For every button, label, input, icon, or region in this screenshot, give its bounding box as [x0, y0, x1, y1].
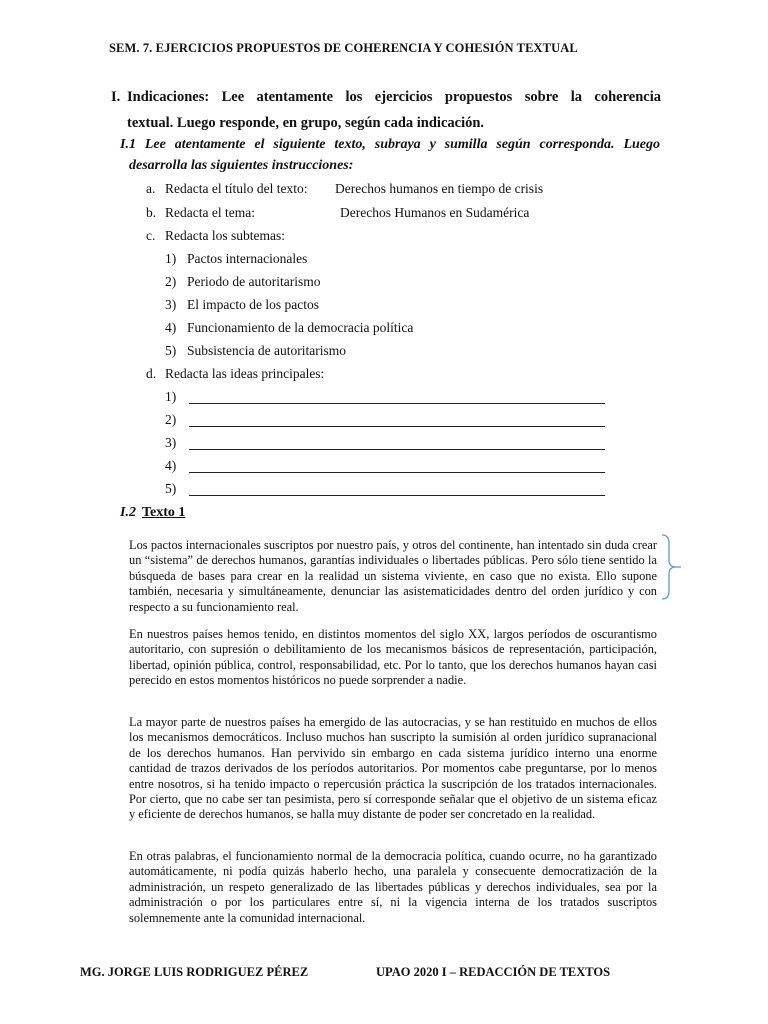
idea-marker: 2): [165, 412, 177, 427]
subtema-item: [165, 274, 320, 290]
subtema-text: Subsistencia de autoritarismo: [187, 343, 346, 358]
theme-answer: Derechos Humanos en Sudamérica: [340, 205, 530, 220]
answer-blank-line[interactable]: [189, 449, 605, 450]
instruction-d: [146, 366, 324, 382]
footer-author: MG. JORGE LUIS RODRIGUEZ PÉREZ: [80, 965, 309, 979]
footer-course: UPAO 2020 I – REDACCIÓN DE TEXTOS: [376, 965, 611, 979]
title-answer: Derechos humanos en tiempo de crisis: [335, 181, 544, 196]
answer-blank-line[interactable]: [189, 403, 605, 404]
subsection-heading: [120, 134, 660, 176]
subtema-text: Pactos internacionales: [187, 251, 308, 266]
idea-marker: 4): [165, 458, 177, 473]
instruction-label: Redacta las ideas principales:: [165, 366, 325, 381]
instruction-marker: d.: [146, 366, 157, 381]
instruction-marker: b.: [146, 205, 157, 220]
instruction-b: [146, 205, 255, 221]
subtema-text: Funcionamiento de la democracia política: [187, 320, 414, 335]
subtema-item: [165, 297, 319, 313]
instruction-label: Redacta los subtemas:: [165, 228, 285, 243]
idea-marker: 1): [165, 389, 177, 404]
subsection-heading-line2: desarrolla las siguientes instrucciones:: [129, 158, 354, 173]
instruction-label: Redacta el título del texto:: [165, 181, 308, 196]
idea-marker: 3): [165, 435, 177, 450]
section-number: I.: [111, 89, 121, 105]
text-paragraph: Los pactos internacionales suscriptos por nuestro país, y otros del continente, han intentado sin duda crear un “sistema” de derechos humanos, garantías individuales o libertades públicas. Pero sólo tiene sentido la búsqueda de bases para crear en la realidad un sistema viviente, en caso que no exista. Ello supone también, necesaria y simultáneamente, denunciar las asistematicidades dentro del orden jurídico y con respecto a su funcionamiento real.: [129, 538, 657, 614]
list-marker: 5): [165, 343, 177, 358]
texto-title: Texto 1: [141, 505, 186, 520]
list-marker: 4): [165, 320, 177, 335]
answer-blank-line[interactable]: [189, 426, 605, 427]
answer-blank-line[interactable]: [189, 495, 605, 496]
instruction-c: [146, 228, 285, 244]
text-paragraph: La mayor parte de nuestros países ha emergido de las autocracias, y se han restituido en muchos de ellos los mecanismos democráticos. Incluso muchos han suscripto la sumisión al orden jurídico supranacional de los derechos humanos. Han pervivido sin embargo en cada sistema jurídico interno una enorme cantidad de trazos derivados de los períodos autoritarios. Por momentos cabe preguntarse, por lo menos entre nosotros, si ha tenido impacto o repercusión práctica la suscripción de los tratados internacionales. Por cierto, que no cabe ser tan pesimista, pero sí corresponde señalar que el objetivo de un sistema eficaz y eficiente de derechos humanos, se halla muy distante de poder ser concretado en la realidad.: [129, 715, 657, 822]
instruction-label: Redacta el tema:: [165, 205, 255, 220]
list-marker: 2): [165, 274, 177, 289]
texto-heading: [120, 505, 185, 521]
section-heading-line2: textual. Luego responde, en grupo, según cada indicación.: [127, 115, 485, 131]
list-marker: 3): [165, 297, 177, 312]
text-paragraph: En otras palabras, el funcionamiento normal de la democracia política, cuando ocurre, no ha garantizado automáticamente, ni podía quizás haberlo hecho, una paralela y consecuente democratización de la administración, un respeto generalizado de las libertades públicas y derechos individuales, sea por la administración o por los particulares entre sí, ni la vigencia interna de los tratados suscriptos solemnemente ante la comunidad internacional.: [129, 849, 657, 925]
section-heading-line1: [111, 84, 661, 110]
texto-label: I.2: [120, 505, 136, 520]
answer-blank-line[interactable]: [189, 472, 605, 473]
curly-brace-icon: [660, 533, 682, 601]
section-heading: [111, 84, 661, 136]
instruction-a: [146, 181, 307, 197]
subtema-item: [165, 320, 413, 336]
idea-marker: 5): [165, 481, 177, 496]
subtema-item: [165, 343, 346, 359]
subsection-heading-line1: I.1 Lee atentamente el siguiente texto, subraya y sumilla según corresponda. Luego: [120, 137, 660, 152]
subtema-text: El impacto de los pactos: [187, 297, 319, 312]
instruction-marker: a.: [146, 181, 156, 196]
subtema-item: [165, 251, 307, 267]
list-marker: 1): [165, 251, 177, 266]
subtema-text: Periodo de autoritarismo: [187, 274, 321, 289]
section-heading-text: Indicaciones: Lee atentamente los ejercicios propuestos sobre la coherencia: [127, 89, 661, 105]
document-header: SEM. 7. EJERCICIOS PROPUESTOS DE COHERENCIA Y COHESIÓN TEXTUAL: [109, 41, 578, 55]
text-paragraph: En nuestros países hemos tenido, en distintos momentos del siglo XX, largos períodos de oscurantismo autoritario, con supresión o debilitamiento de los mecanismos básicos de representación, participación, libertad, opinión pública, control, responsabilidad, etc. Por lo tanto, que los derechos humanos hayan casi perecido en estos momentos históricos no puede sorprender a nadie.: [129, 627, 657, 688]
instruction-marker: c.: [146, 228, 156, 243]
